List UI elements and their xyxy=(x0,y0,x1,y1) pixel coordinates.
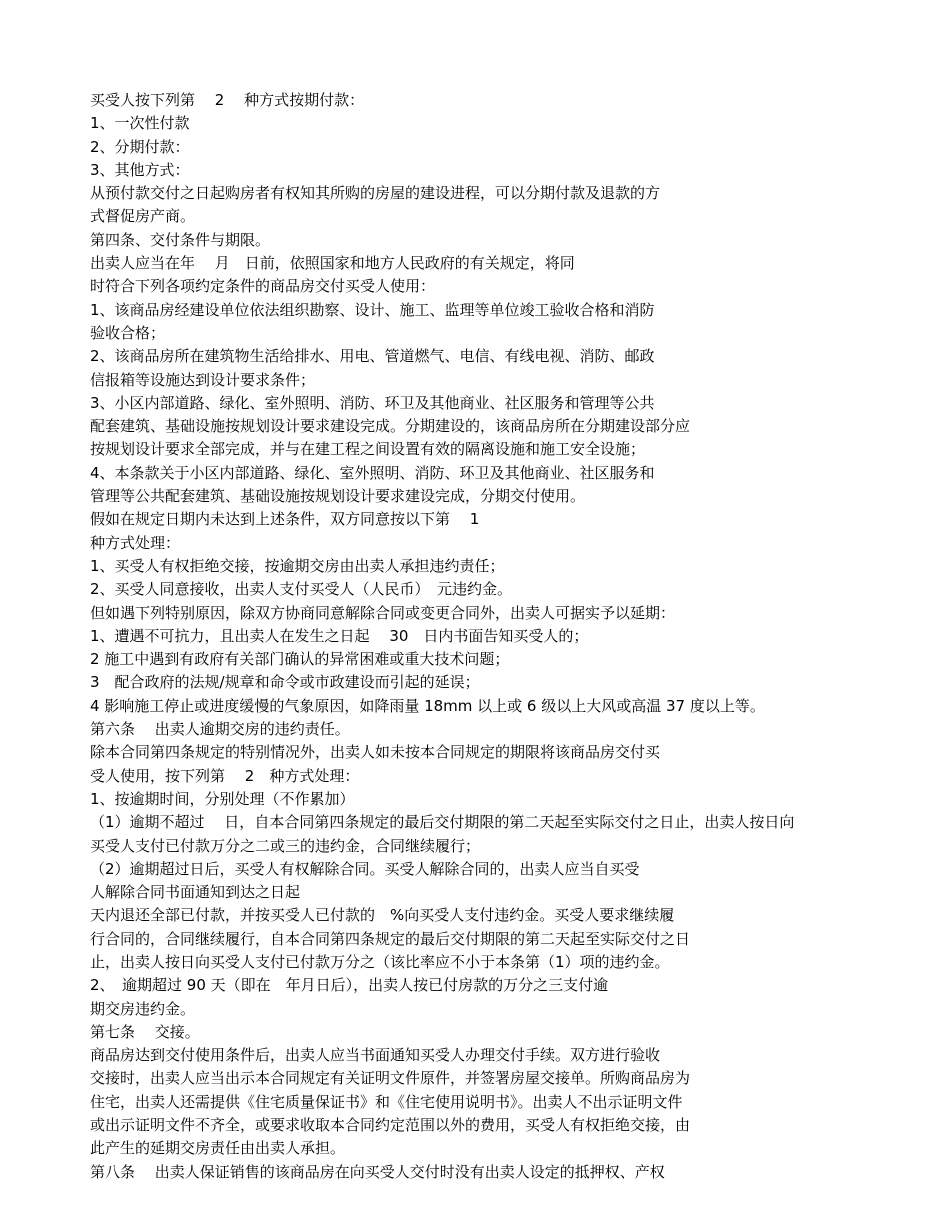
text-line: 住宅，出卖人还需提供《住宅质量保证书》和《住宅使用说明书》。出卖人不出示证明文件 xyxy=(90,1092,683,1111)
text-line: 受人使用，按下列第 2 种方式处理： xyxy=(90,766,360,785)
text-line: 式督促房产商。 xyxy=(90,207,196,226)
text-line: 除本合同第四条规定的特别情况外，出卖人如未按本合同规定的期限将该商品房交付买 xyxy=(90,743,661,762)
text-line: 3、小区内部道路、绿化、室外照明、消防、环卫及其他商业、社区服务和管理等公共 xyxy=(90,393,655,412)
text-line: 1、买受人有权拒绝交接，按逾期交房由出卖人承担违约责任； xyxy=(90,556,505,575)
text-line: 人解除合同书面通知到达之日起 xyxy=(90,883,301,902)
text-line: 1、遭遇不可抗力，且出卖人在发生之日起 30 日内书面告知买受人的； xyxy=(90,626,589,645)
text-line: 2、 逾期超过 90 天（即在 年月日后），出卖人按已付房款的万分之三支付逾 xyxy=(90,976,609,995)
text-line: 商品房达到交付使用条件后，出卖人应当书面通知买受人办理交付手续。双方进行验收 xyxy=(90,1046,661,1065)
text-line: 1、该商品房经建设单位依法组织勘察、设计、施工、监理等单位竣工验收合格和消防 xyxy=(90,300,655,319)
text-line: 止，出卖人按日向买受人支付已付款万分之（该比率应不小于本条第（1）项的违约金。 xyxy=(90,952,670,971)
section-heading: 第四条、交付条件与期限。 xyxy=(90,230,271,249)
text-line: 买受人按下列第 2 种方式按期付款： xyxy=(90,91,365,109)
section-heading: 第六条 出卖人逾期交房的违约责任。 xyxy=(90,720,350,739)
text-line: 天内退还全部已付款，并按买受人已付款的 %向买受人支付违约金。买受人要求继续履 xyxy=(90,906,675,925)
text-line: 或出示证明文件不齐全，或要求收取本合同约定范围以外的费用，买受人有权拒绝交接，由 xyxy=(90,1116,691,1135)
text-line: 3、其他方式： xyxy=(90,160,190,179)
text-line: 种方式处理： xyxy=(90,533,181,552)
text-line: 4、本条款关于小区内部道路、绿化、室外照明、消防、环卫及其他商业、社区服务和 xyxy=(90,463,655,482)
text-line: 1、一次性付款 xyxy=(90,114,190,133)
text-line: 买受人支付已付款万分之二或三的违约金，合同继续履行； xyxy=(90,836,481,855)
text-line: 2、分期付款： xyxy=(90,137,190,156)
text-line: 3 配合政府的法规/规章和命令或市政建设而引起的延误； xyxy=(90,673,480,692)
text-line: （2）逾期超过日后，买受人有权解除合同。买受人解除合同的，出卖人应当自买受 xyxy=(90,859,640,878)
text-line: 验收合格； xyxy=(90,323,166,342)
text-line: 信报箱等设施达到设计要求条件； xyxy=(90,370,316,389)
text-line: 管理等公共配套建筑、基础设施按规划设计要求建设完成，分期交付使用。 xyxy=(90,487,586,506)
text-line: 2、该商品房所在建筑物生活给排水、用电、管道燃气、电信、有线电视、消防、邮政 xyxy=(90,347,655,366)
text-line: 4 影响施工停止或进度缓慢的气象原因，如降雨量 18mm 以上或 6 级以上大风或高温 37 度以上等。 xyxy=(90,696,765,715)
text-line: 出卖人应当在年 月 日前，依照国家和地方人民政府的有关规定，将同 xyxy=(90,254,575,273)
text-line: 1、按逾期时间，分别处理（不作累加） xyxy=(90,789,355,808)
text-line: 但如遇下列特别原因，除双方协商同意解除合同或变更合同外，出卖人可据实予以延期： xyxy=(90,603,676,622)
text-line: 配套建筑、基础设施按规划设计要求建设完成。分期建设的，该商品房所在分期建设部分应 xyxy=(90,417,691,436)
text-line: 2 施工中遇到有政府有关部门确认的异常困难或重大技术问题； xyxy=(90,650,510,669)
text-line: （1）逾期不超过 日，自本合同第四条规定的最后交付期限的第二天起至实际交付之日止，出卖人按日向 xyxy=(90,813,795,832)
text-line: 此产生的延期交房责任由出卖人承担。 xyxy=(90,1139,346,1158)
text-line: 时符合下列各项约定条件的商品房交付买受人使用： xyxy=(90,277,436,296)
text-line: 从预付款交付之日起购房者有权知其所购的房屋的建设进程，可以分期付款及退款的方 xyxy=(90,184,661,203)
section-heading: 第八条 出卖人保证销售的该商品房在向买受人交付时没有出卖人设定的抵押权、产权 xyxy=(90,1162,665,1181)
text-line: 期交房违约金。 xyxy=(90,999,196,1018)
section-heading: 第七条 交接。 xyxy=(90,1022,200,1041)
text-line: 交接时，出卖人应当出示本合同规定有关证明文件原件，并签署房屋交接单。所购商品房为 xyxy=(90,1069,691,1088)
text-line: 按规划设计要求全部完成，并与在建工程之间设置有效的隔离设施和施工安全设施； xyxy=(90,440,646,459)
text-line: 2、买受人同意接收，出卖人支付买受人（人民币） 元违约金。 xyxy=(90,580,513,599)
text-line: 假如在规定日期内未达到上述条件，双方同意按以下第 1 xyxy=(90,510,480,529)
text-line: 行合同的，合同继续履行，自本合同第四条规定的最后交付期限的第二天起至实际交付之日 xyxy=(90,929,691,948)
